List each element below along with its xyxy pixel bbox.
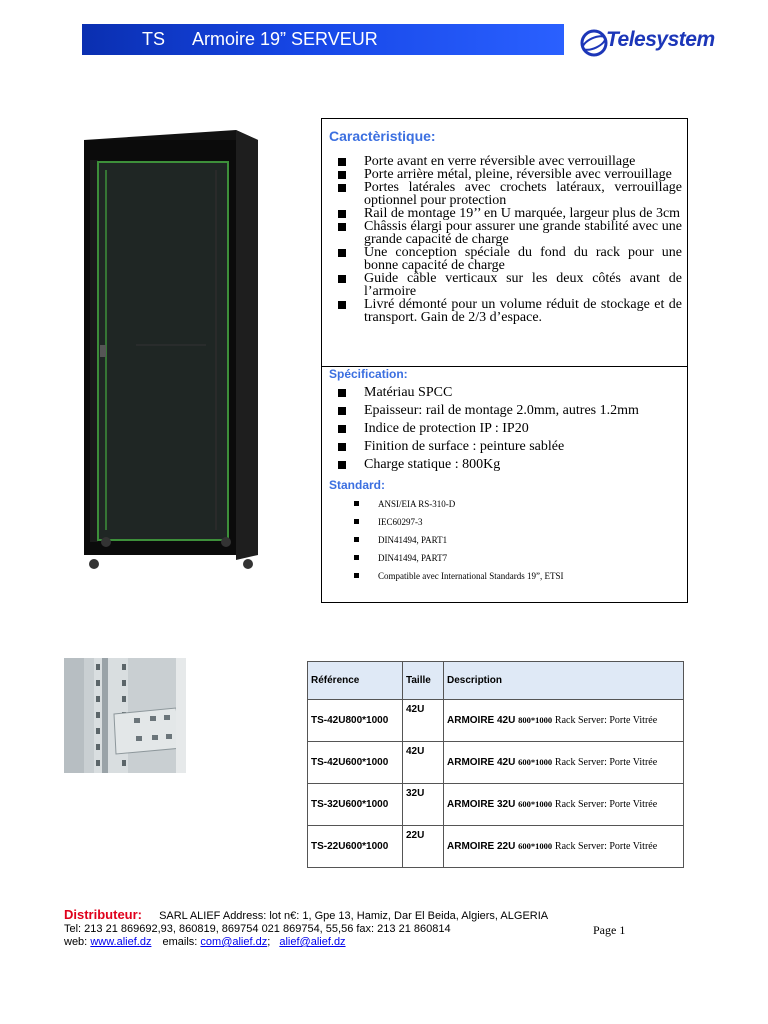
header-bar [82, 24, 564, 55]
spec-box [321, 118, 688, 603]
distributor-label: Distributeur: [64, 907, 142, 922]
caracteristique-title: Caractèristique: [329, 128, 436, 144]
specification-title: Spécification: [329, 367, 408, 381]
description-rest: Rack Server: Porte Vitrée [554, 841, 658, 852]
list-item: Charge statique : 800Kg [336, 456, 682, 474]
description-cell [444, 826, 684, 868]
list-item: Indice de protection IP : IP20 [336, 420, 682, 438]
reference-cell: TS-42U800*1000 [308, 700, 403, 742]
list-item: DIN41494, PART1 [354, 533, 674, 551]
column-header-description: Description [444, 662, 684, 700]
web-link[interactable]: www.alief.dz [90, 936, 152, 948]
list-item: IEC60297-3 [354, 515, 674, 533]
list-item: Epaisseur: rail de montage 2.0mm, autres 1.2mm [336, 402, 682, 420]
page-number: Page 1 [593, 923, 626, 937]
size-cell: 42U [403, 742, 444, 784]
description-main: ARMOIRE 42U [447, 757, 516, 768]
column-header-reference: Référence [308, 662, 403, 700]
list-item: Porte avant en verre réversible avec verrouillage [336, 155, 682, 168]
distributor-row [64, 908, 548, 921]
list-item: Finition de surface : peinture sablée [336, 438, 682, 456]
description-cell [444, 784, 684, 826]
standard-title: Standard: [329, 478, 386, 492]
tel-row: Tel: 213 21 869692,93, 860819, 869754 021 869754, 55,56 fax: 213 21 860814 [64, 923, 451, 935]
reference-table [307, 661, 684, 868]
description-dimensions: 800*1000 [518, 715, 553, 725]
list-item: ANSI/EIA RS-310-D [354, 497, 674, 515]
telesystem-logo [580, 25, 715, 61]
caracteristique-list [336, 155, 682, 324]
table-row [308, 826, 684, 868]
reference-cell: TS-22U600*1000 [308, 826, 403, 868]
description-dimensions: 600*1000 [518, 841, 553, 851]
description-dimensions: 600*1000 [518, 799, 553, 809]
table-row [308, 784, 684, 826]
list-item: DIN41494, PART7 [354, 551, 674, 569]
page-title: Armoire 19” SERVEUR [192, 29, 378, 49]
footer [64, 908, 548, 949]
size-cell: 22U [403, 826, 444, 868]
description-rest: Rack Server: Porte Vitrée [554, 799, 658, 810]
email-link-com[interactable]: com@alief.dz [200, 936, 268, 948]
description-main: ARMOIRE 32U [447, 799, 516, 810]
logo-text: Telesystem [606, 28, 715, 51]
product-code: TS [142, 29, 166, 49]
standard-list [354, 497, 674, 587]
reference-cell: TS-32U600*1000 [308, 784, 403, 826]
description-cell [444, 700, 684, 742]
description-main: ARMOIRE 22U [447, 841, 516, 852]
description-main: ARMOIRE 42U [447, 715, 516, 726]
server-cabinet-image [76, 130, 266, 570]
list-item: Porte arrière métal, pleine, réversible avec verrouillage [336, 168, 682, 181]
list-item: Livré démonté pour un volume réduit de stockage et de transport. Gain de 2/3 d’espace. [336, 298, 682, 324]
distributor-text: SARL ALIEF Address: lot n€: 1, Gpe 13, Hamiz, Dar El Beida, Algiers, ALGERIA [159, 910, 549, 922]
web-row [64, 936, 548, 949]
emails-label: emails: [162, 936, 198, 948]
table-row [308, 700, 684, 742]
specification-list [336, 384, 682, 474]
list-item: Guide câble verticaux sur les deux côtés avant de l’armoire [336, 272, 682, 298]
description-rest: Rack Server: Porte Vitrée [554, 715, 658, 726]
table-header-row [308, 662, 684, 700]
mounting-rail-image [64, 658, 186, 773]
table-row [308, 742, 684, 784]
description-rest: Rack Server: Porte Vitrée [554, 757, 658, 768]
size-cell: 32U [403, 784, 444, 826]
list-item: Portes latérales avec crochets latéraux, verrouillage optionnel pour protection [336, 181, 682, 207]
email-separator: ; [267, 936, 271, 948]
email-link-alief[interactable]: alief@alief.dz [279, 936, 346, 948]
web-label: web: [64, 936, 88, 948]
size-cell: 42U [403, 700, 444, 742]
list-item: Matériau SPCC [336, 384, 682, 402]
list-item: Rail de montage 19’’ en U marquée, largeur plus de 3cm [336, 207, 682, 220]
list-item: Une conception spéciale du fond du rack pour une bonne capacité de charge [336, 246, 682, 272]
column-header-taille: Taille [403, 662, 444, 700]
description-cell [444, 742, 684, 784]
list-item: Compatible avec International Standards 19”, ETSI [354, 569, 674, 587]
description-dimensions: 600*1000 [518, 757, 553, 767]
list-item: Châssis élargi pour assurer une grande stabilité avec une grande capacité de charge [336, 220, 682, 246]
reference-cell: TS-42U600*1000 [308, 742, 403, 784]
